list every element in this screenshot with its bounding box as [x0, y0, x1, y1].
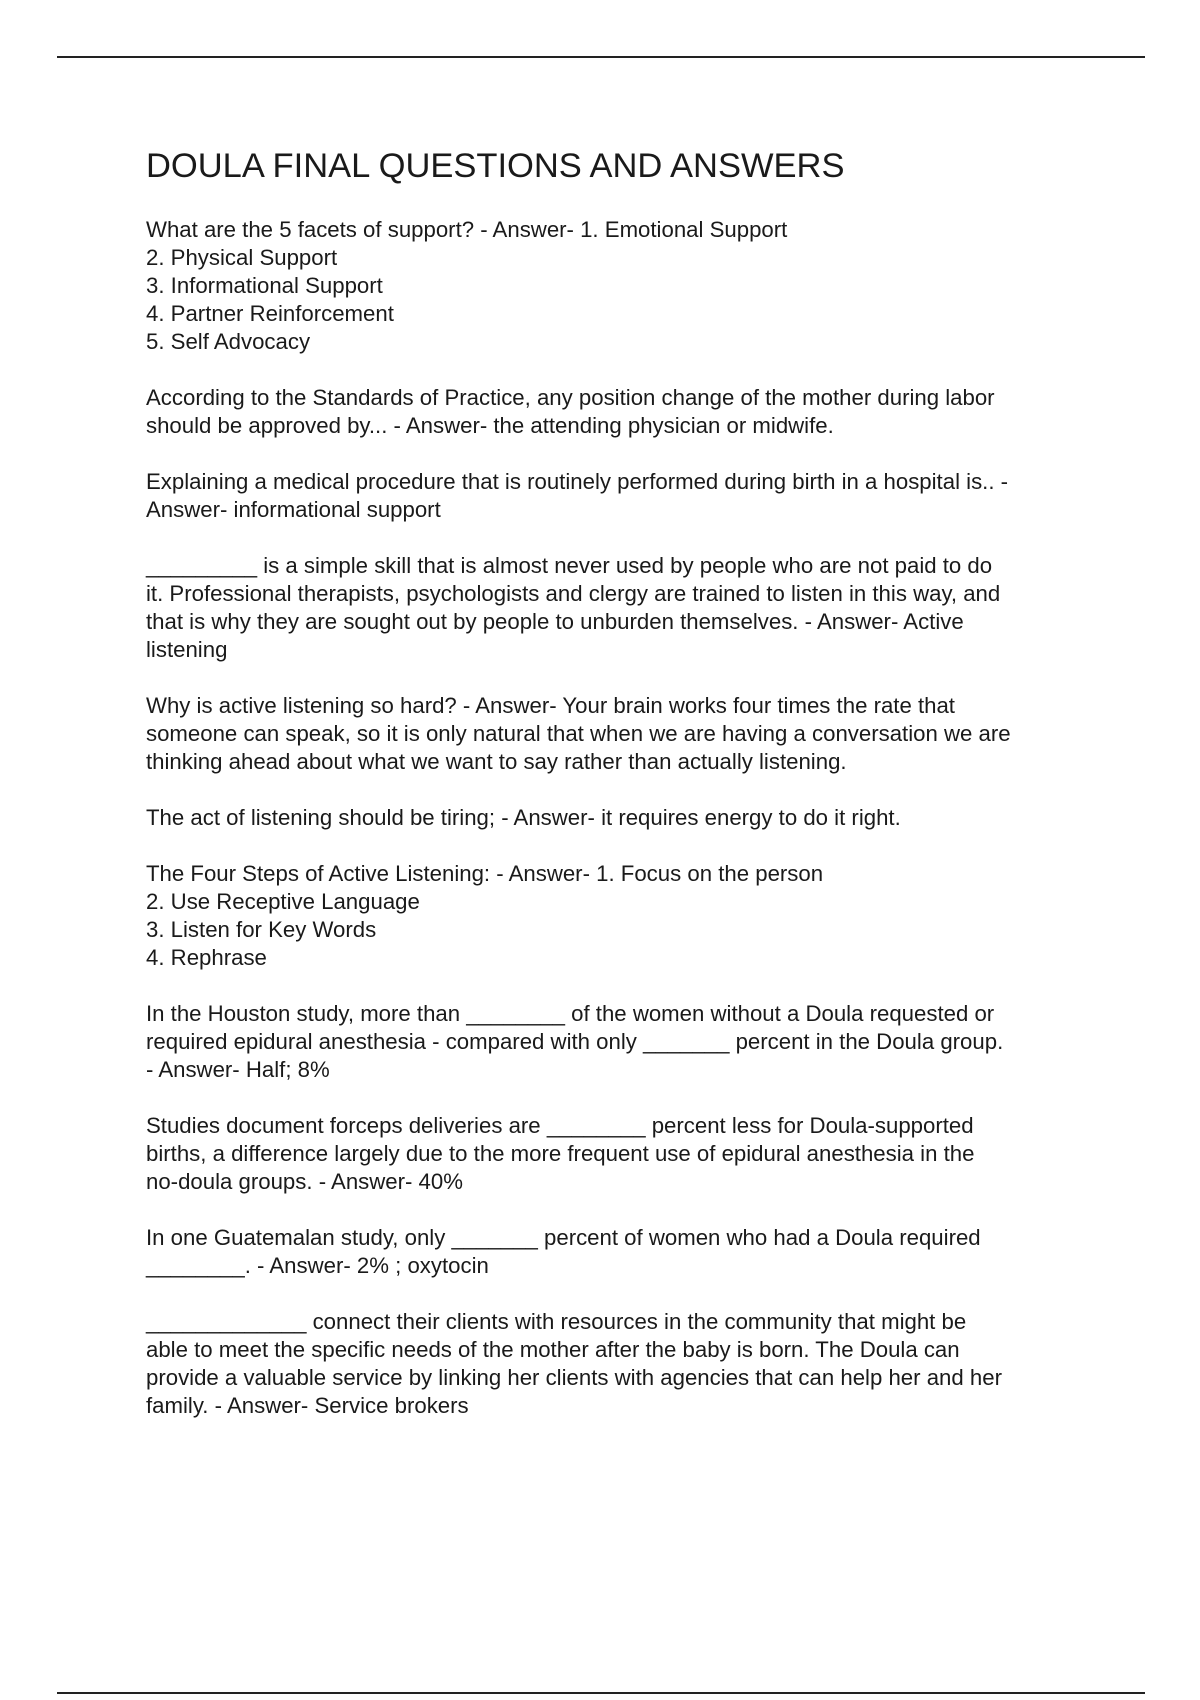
text-line: 2. Physical Support: [146, 245, 338, 270]
qa-item: [146, 552, 1106, 664]
text-line: In one Guatemalan study, only _______ percent of women who had a Doula required: [146, 1225, 981, 1250]
text-line: _________ is a simple skill that is almost never used by people who are not paid to do: [146, 553, 993, 578]
qa-item: [146, 468, 1106, 524]
text-line: births, a difference largely due to the more frequent use of epidural anesthesia in the: [146, 1141, 975, 1166]
text-line: should be approved by... - Answer- the attending physician or midwife.: [146, 413, 834, 438]
qa-item: [146, 1000, 1106, 1084]
text-line: 2. Use Receptive Language: [146, 889, 420, 914]
text-line: 4. Partner Reinforcement: [146, 301, 394, 326]
text-line: Explaining a medical procedure that is routinely performed during birth in a hospital is.. -: [146, 469, 1009, 494]
text-line: family. - Answer- Service brokers: [146, 1393, 469, 1418]
text-line: What are the 5 facets of support? - Answer- 1. Emotional Support: [146, 217, 788, 242]
bottom-divider: [57, 1692, 1145, 1694]
text-line: able to meet the specific needs of the mother after the baby is born. The Doula can: [146, 1337, 960, 1362]
text-line: it. Professional therapists, psychologists and clergy are trained to listen in this way, and: [146, 581, 1001, 606]
text-line: According to the Standards of Practice, any position change of the mother during labor: [146, 385, 995, 410]
qa-item: [146, 1308, 1106, 1420]
qa-item: [146, 1224, 1106, 1280]
text-line: 3. Listen for Key Words: [146, 917, 377, 942]
text-line: someone can speak, so it is only natural that when we are having a conversation we are: [146, 721, 1011, 746]
text-line: that is why they are sought out by people to unburden themselves. - Answer- Active: [146, 609, 964, 634]
text-line: In the Houston study, more than ________ of the women without a Doula requested or: [146, 1001, 995, 1026]
text-line: Studies document forceps deliveries are ________ percent less for Doula-supported: [146, 1113, 974, 1138]
qa-item: [146, 216, 1106, 356]
text-line: ________. - Answer- 2% ; oxytocin: [146, 1253, 489, 1278]
text-line: listening: [146, 637, 228, 662]
qa-item: [146, 860, 1106, 972]
text-line: - Answer- Half; 8%: [146, 1057, 330, 1082]
text-line: 4. Rephrase: [146, 945, 267, 970]
qa-item: [146, 384, 1106, 440]
text-line: no-doula groups. - Answer- 40%: [146, 1169, 463, 1194]
text-line: thinking ahead about what we want to say rather than actually listening.: [146, 749, 847, 774]
text-line: The Four Steps of Active Listening: - Answer- 1. Focus on the person: [146, 861, 824, 886]
text-line: Why is active listening so hard? - Answer- Your brain works four times the rate that: [146, 693, 955, 718]
text-line: required epidural anesthesia - compared with only _______ percent in the Doula group.: [146, 1029, 1004, 1054]
text-line: 5. Self Advocacy: [146, 329, 311, 354]
document-title: DOULA FINAL QUESTIONS AND ANSWERS: [146, 147, 845, 185]
document-body: [146, 142, 1106, 1448]
text-line: Answer- informational support: [146, 497, 441, 522]
top-divider: [57, 56, 1145, 58]
qa-item: [146, 1112, 1106, 1196]
qa-item: [146, 804, 1106, 832]
text-line: _____________ connect their clients with resources in the community that might be: [146, 1309, 967, 1334]
text-line: 3. Informational Support: [146, 273, 383, 298]
qa-item: [146, 692, 1106, 776]
text-line: provide a valuable service by linking her clients with agencies that can help her and her: [146, 1365, 1002, 1390]
text-line: The act of listening should be tiring; - Answer- it requires energy to do it right.: [146, 805, 901, 830]
